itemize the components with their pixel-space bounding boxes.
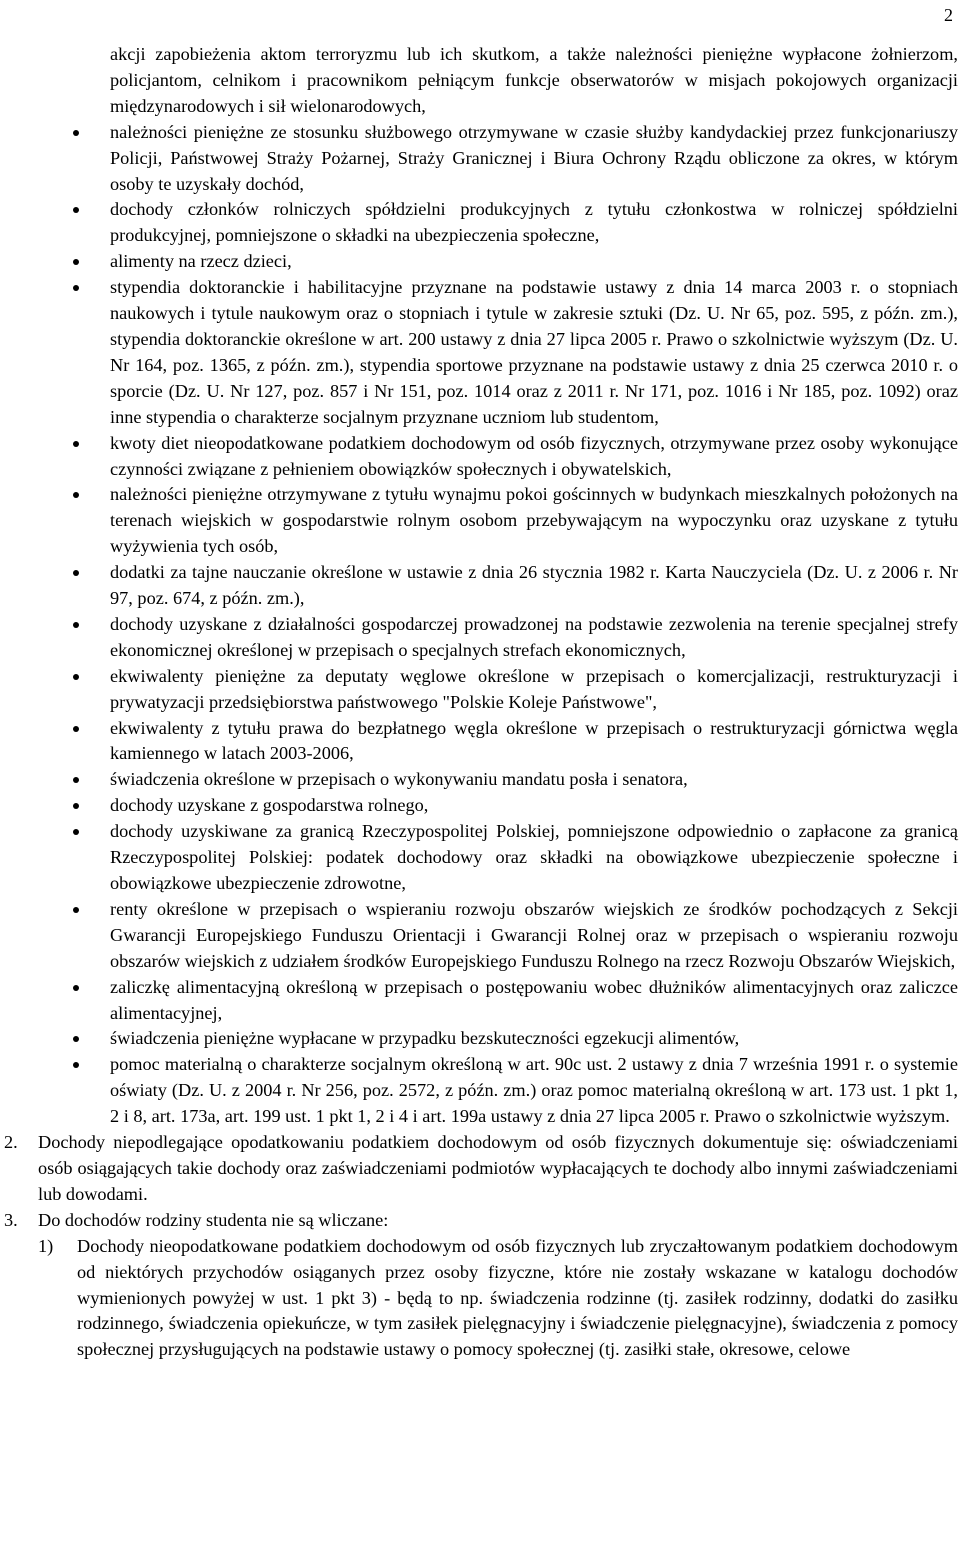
bullet-item [0,482,960,560]
bullet-dot-icon [73,130,79,136]
bullet-text: dochody członków rolniczych spółdzielni produkcyjnych z tytułu członkostwa w rolniczej spółdzielni produkcyjnej, pomniejszone o składki na ubezpieczenia społeczne, [110,199,958,246]
bullet-item [0,819,960,897]
bullet-item [0,1026,960,1052]
bullet-dot-icon [73,803,79,809]
bullet-dot-icon [73,570,79,576]
document-body [0,42,960,1363]
bullet-text: dochody uzyskiwane za granicą Rzeczypospolitej Polskiej, pomniejszone odpowiednio o zapłacone za granicą Rzeczypospolitej Polskiej: podatek dochodowy oraz składki na obowiązkowe ubezpieczenie społeczne i obowiązkowe ubezpieczenie zdrowotne, [110,821,958,893]
bullet-item [0,275,960,430]
bullet-item [0,560,960,612]
bullet-dot-icon [73,1036,79,1042]
numbered-text: Do dochodów rodziny studenta nie są wliczane: [38,1209,389,1230]
bullet-dot-icon [73,829,79,835]
bullet-dot-icon [73,492,79,498]
sub-label: 1) [38,1235,54,1256]
numbered-label: 2. [4,1132,18,1153]
bullet-item [0,1052,960,1130]
continuation-paragraph: akcji zapobieżenia aktom terroryzmu lub ich skutkom, a także należności pieniężne wypłacone żołnierzom, policjantom, celnikom i pracownikom pełniącym funkcje obserwatorów w misjach pokojowych organizacji międzynarodowych i sił wielonarodowych, [110,44,958,116]
bullet-list [0,120,960,1130]
bullet-dot-icon [73,726,79,732]
bullet-item [0,197,960,249]
numbered-list [0,1130,960,1234]
bullet-text: kwoty diet nieopodatkowane podatkiem dochodowym od osób fizycznych, otrzymywane przez osoby wykonujące czynności związane z pełnieniem obowiązków społecznych i obywatelskich, [110,432,958,479]
bullet-text: świadczenia pieniężne wypłacane w przypadku bezskuteczności egzekucji alimentów, [110,1028,740,1049]
bullet-text: renty określone w przepisach o wspieraniu rozwoju obszarów wiejskich ze środków pochodzących z Sekcji Gwarancji Europejskiego Funduszu Orientacji i Gwarancji Rolnej oraz w przepisach o wspieraniu rozwoju obszarów wiejskich z udziałem środków Europejskiego Funduszu Rolnego na rzecz Rozwoju Obszarów Wiejskich, [110,898,958,971]
bullet-text: ekwiwalenty pieniężne za deputaty węglowe określone w przepisach o komercjalizacji, restrukturyzacji i prywatyzacji przedsiębiorstwa państwowego "Polskie Koleje Państwowe", [110,665,958,712]
bullet-dot-icon [73,1062,79,1068]
bullet-item [0,897,960,975]
bullet-dot-icon [73,285,79,291]
numbered-text: Dochody niepodlegające opodatkowaniu podatkiem dochodowym od osób fizycznych dokumentuje się: oświadczeniami osób osiągających takie dochody oraz zaświadczeniami podmiotów wypłacających te dochody albo innymi zaświadczeniami lub dowodami. [38,1132,958,1204]
bullet-item [0,431,960,483]
bullet-dot-icon [73,207,79,213]
bullet-dot-icon [73,441,79,447]
sub-list [0,1234,960,1364]
bullet-text: alimenty na rzecz dzieci, [110,251,292,272]
bullet-item [0,975,960,1027]
bullet-dot-icon [73,777,79,783]
bullet-text: należności pieniężne ze stosunku służbowego otrzymywane w czasie służby kandydackiej przez funkcjonariuszy Policji, Państwowej Straży Pożarnej, Straży Granicznej i Biura Ochrony Rządu obliczone za okres, w którym osoby te uzyskały dochód, [110,121,958,194]
bullet-text: dochody uzyskane z gospodarstwa rolnego, [110,795,429,816]
bullet-dot-icon [73,674,79,680]
numbered-item [0,1208,960,1234]
bullet-item [0,664,960,716]
bullet-dot-icon [73,622,79,628]
sub-text: Dochody nieopodatkowane podatkiem dochodowym od osób fizycznych lub zryczałtowanym podatkiem dochodowym od niektórych przychodów osiąganych przez osoby fizyczne, które nie zostały wskazane w katalogu dochodów wymienionych powyżej w ust. 1 pkt 3) - będą to np. świadczenia rodzinne (tj. zasiłek rodzinny, dodatki do zasiłku rodzinnego, świadczenia opiekuńcze, w tym zasiłek pielęgnacyjny i świadczenie pielęgnacyjne), świadczenia z pomocy społecznej przysługujących na podstawie ustawy o pomocy społecznej (tj. zasiłki stałe, okresowe, celowe [77,1235,958,1360]
bullet-text: pomoc materialną o charakterze socjalnym określoną w art. 90c ust. 2 ustawy z dnia 7 września 1991 r. o systemie oświaty (Dz. U. z 2004 r. Nr 256, poz. 2572, z późn. zm.) oraz pomoc materialną określoną w art. 173 ust. 1 pkt 1, 2 i 8, art. 173a, art. 199 ust. 1 pkt 1, 2 i 4 i art. 199a ustawy z dnia 27 lipca 2005 r. Prawo o szkolnictwie wyższym. [110,1054,958,1127]
numbered-item [0,1130,960,1208]
bullet-item [0,249,960,275]
bullet-item [0,612,960,664]
bullet-text: dochody uzyskane z działalności gospodarczej prowadzonej na podstawie zezwolenia na terenie specjalnej strefy ekonomicznej określonej w przepisach o specjalnych strefach ekonomicznych, [110,613,958,660]
bullet-text: ekwiwalenty z tytułu prawa do bezpłatnego węgla określone w przepisach o restrukturyzacji górnictwa węgla kamiennego w latach 2003-2006, [110,717,958,764]
sub-item [0,1234,960,1364]
bullet-dot-icon [73,259,79,265]
bullet-item [0,716,960,768]
bullet-text: należności pieniężne otrzymywane z tytułu wynajmu pokoi gościnnych w budynkach mieszkalnych położonych na terenach wiejskich w gospodarstwie rolnym osobom przebywającym na wypoczynku oraz uzyskane z tytułu wyżywienia tych osób, [110,484,958,557]
bullet-dot-icon [73,907,79,913]
bullet-text: świadczenia określone w przepisach o wykonywaniu mandatu posła i senatora, [110,769,688,790]
bullet-dot-icon [73,985,79,991]
bullet-item [0,767,960,793]
bullet-text: zaliczkę alimentacyjną określoną w przepisach o postępowaniu wobec dłużników alimentacyjnych oraz zaliczce alimentacyjnej, [110,976,958,1023]
bullet-text: dodatki za tajne nauczanie określone w ustawie z dnia 26 stycznia 1982 r. Karta Nauczyciela (Dz. U. z 2006 r. Nr 97, poz. 674, z późn. zm.), [110,562,958,609]
bullet-item [0,120,960,198]
bullet-text: stypendia doktoranckie i habilitacyjne przyznane na podstawie ustawy z dnia 14 marca 2003 r. o stopniach naukowych i tytule naukowym oraz o stopniach i tytule w zakresie sztuki (Dz. U. Nr 65, poz. 595, z późn. zm.), stypendia doktoranckie określone w art. 200 ustawy z dnia 27 lipca 2005 r. Prawo o szkolnictwie wyższym (Dz. U. Nr 164, poz. 1365, z późn. zm.), stypendia sportowe przyznane na podstawie ustawy z dnia 25 czerwca 2010 r. o sporcie (Dz. U. Nr 127, poz. 857 i Nr 151, poz. 1014 oraz z 2011 r. Nr 171, poz. 1016 i Nr 185, poz. 1092) oraz inne stypendia o charakterze socjalnym przyznane uczniom lub studentom, [110,277,958,427]
page-number: 2 [944,5,953,25]
numbered-label: 3. [4,1209,18,1230]
bullet-item [0,793,960,819]
